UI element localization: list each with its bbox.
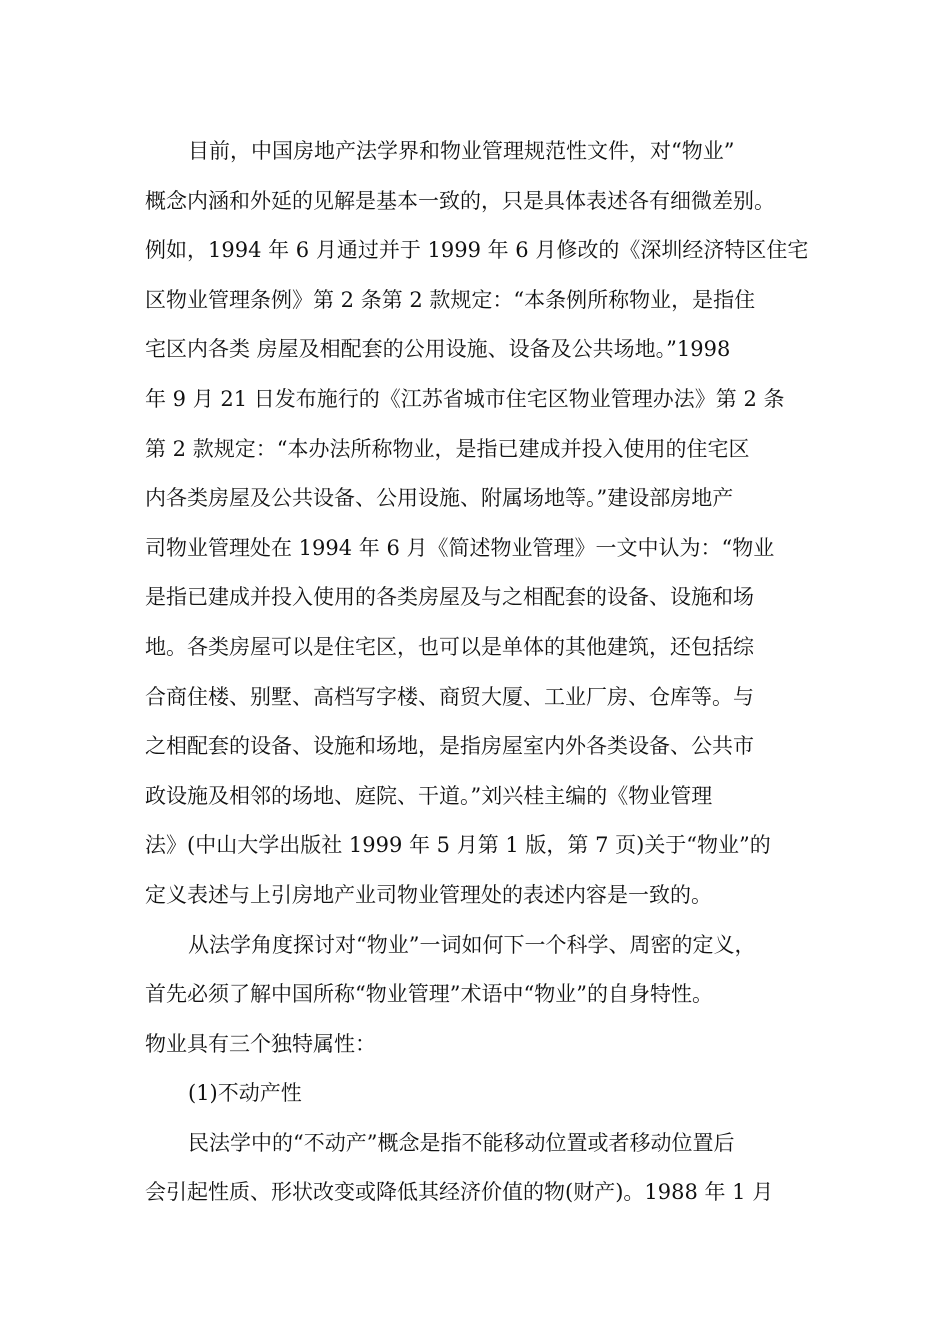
paragraph-line: 区物业管理条例》第 2 条第 2 款规定：“本条例所称物业，是指住: [145, 287, 756, 312]
paragraph-line: 第 2 款规定：“本办法所称物业，是指已建成并投入使用的住宅区: [145, 436, 750, 461]
paragraph-line: 概念内涵和外延的见解是基本一致的，只是具体表述各有细微差别。: [145, 188, 775, 213]
paragraph-line: 内各类房屋及公共设备、公用设施、附属场地等。”建设部房地产: [145, 486, 734, 511]
paragraph-line: 民法学中的“不动产”概念是指不能移动位置或者移动位置后: [188, 1130, 735, 1155]
paragraph-line: 合商住楼、别墅、高档写字楼、商贸大厦、工业厂房、仓库等。与: [145, 684, 754, 709]
paragraph-line: 之相配套的设备、设施和场地，是指房屋室内外各类设备、公共市: [145, 734, 754, 759]
paragraph-line: 物业具有三个独特属性：: [145, 1031, 376, 1056]
paragraph-line: 是指已建成并投入使用的各类房屋及与之相配套的设备、设施和场: [145, 585, 754, 610]
paragraph-line: 从法学角度探讨对“物业”一词如何下一个科学、周密的定义，: [188, 932, 756, 957]
paragraph-line: 宅区内各类 房屋及相配套的公用设施、设备及公共场地。”1998: [145, 337, 731, 362]
paragraph-line: 政设施及相邻的场地、庭院、干道。”刘兴桂主编的《物业管理: [145, 783, 713, 808]
section-heading: (1)不动产性: [188, 1081, 302, 1106]
paragraph-line: 目前，中国房地产法学界和物业管理规范性文件，对“物业”: [188, 139, 735, 163]
paragraph-line: 法》(中山大学出版社 1999 年 5 月第 1 版，第 7 页)关于“物业”的: [145, 833, 771, 858]
paragraph-line: 例如，1994 年 6 月通过并于 1999 年 6 月修改的《深圳经济特区住宅: [145, 238, 809, 263]
body-text: [145, 127, 825, 1218]
paragraph-line: 会引起性质、形状改变或降低其经济价值的物(财产)。1988 年 1 月: [145, 1180, 774, 1205]
paragraph-line: 年 9 月 21 日发布施行的《江苏省城市住宅区物业管理办法》第 2 条: [145, 386, 785, 411]
paragraph-line: 地。各类房屋可以是住宅区，也可以是单体的其他建筑，还包括综: [145, 634, 754, 659]
paragraph-line: 定义表述与上引房地产业司物业管理处的表述内容是一致的。: [145, 882, 712, 907]
paragraph-line: 首先必须了解中国所称“物业管理”术语中“物业”的自身特性。: [145, 982, 713, 1007]
paragraph-line: 司物业管理处在 1994 年 6 月《简述物业管理》一文中认为：“物业: [145, 535, 775, 560]
